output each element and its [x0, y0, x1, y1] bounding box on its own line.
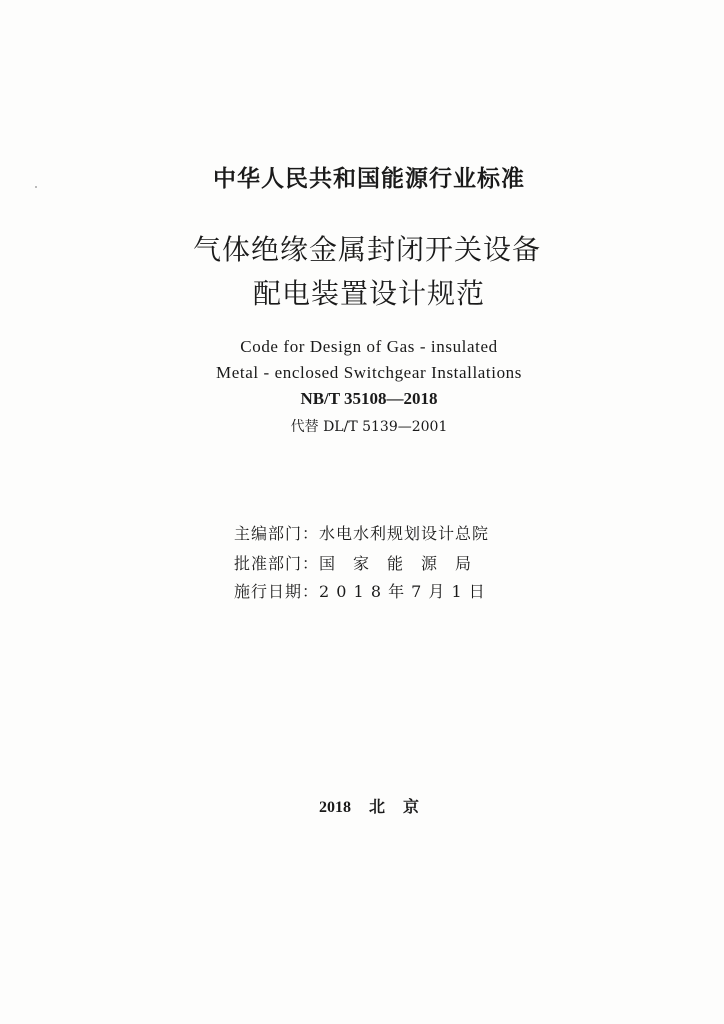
editor-row — [234, 521, 489, 544]
replaces-note: 代替 DL/T 5139—2001 — [290, 419, 448, 435]
effective-date-value: 2 0 1 8 年 7 月 1 日 — [319, 582, 486, 601]
effective-date-label: 施行日期： — [234, 582, 320, 601]
approver-label: 批准部门： — [234, 554, 320, 573]
standard-number: NB/T 35108—2018 — [300, 389, 438, 408]
english-title-line-2: Metal - enclosed Switchgear Installations — [216, 363, 522, 382]
effective-date-row — [234, 579, 486, 602]
editor-label: 主编部门： — [234, 524, 320, 543]
document-title-line-2: 配电装置设计规范 — [252, 277, 485, 310]
english-title-line-1: Code for Design of Gas - insulated — [240, 337, 498, 356]
editor-value: 水电水利规划设计总院 — [319, 524, 490, 543]
approver-row — [234, 551, 472, 574]
publication-footer: 2018 北 京 — [318, 799, 419, 816]
document-title-line-1: 气体绝缘金属封闭开关设备 — [192, 233, 541, 266]
approver-value: 国 家 能 源 局 — [319, 554, 473, 573]
industry-standard-heading: 中华人民共和国能源行业标准 — [213, 166, 525, 192]
